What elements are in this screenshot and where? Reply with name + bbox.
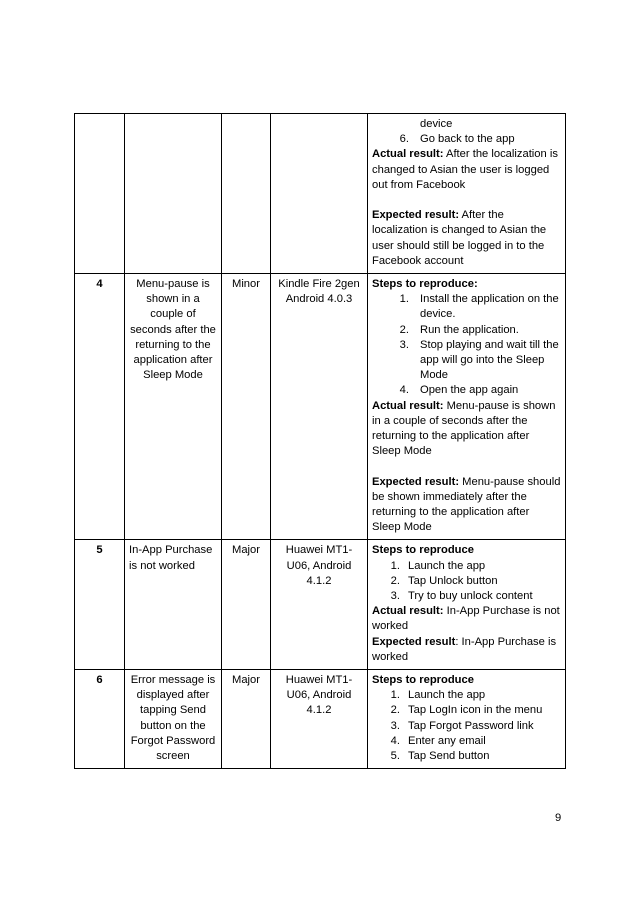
- bug-details: [368, 670, 566, 769]
- bug-severity: [222, 114, 271, 274]
- list-item: 2. Tap Unlock button: [390, 574, 498, 587]
- table-row: [75, 114, 566, 274]
- list-item: 3. Try to buy unlock content: [390, 590, 533, 603]
- list-item: 3. Stop playing and wait till the app will go into the Sleep Mode: [399, 338, 559, 382]
- bug-summary: Error message is displayed after tapping Send button on the Forgot Password screen: [125, 670, 222, 769]
- table-row: [75, 540, 566, 670]
- bug-details: [368, 274, 566, 540]
- bug-details: [368, 114, 566, 274]
- table-row: [75, 274, 566, 540]
- expected-result: Expected result: Menu-pause should be shown immediately after the returning to the application after Sleep Mode: [372, 475, 561, 534]
- bug-number: 5: [75, 540, 125, 670]
- list-item: 4. Open the app again: [399, 384, 519, 397]
- page-number: 9: [555, 812, 562, 824]
- list-item: 5. Tap Send button: [390, 750, 490, 763]
- bug-severity: Major: [222, 670, 271, 769]
- list-item: 3. Tap Forgot Password link: [390, 719, 534, 732]
- bug-summary: In-App Purchase is not worked: [125, 540, 222, 670]
- steps-list: [372, 132, 561, 147]
- expected-result: Expected result: In-App Purchase is worked: [372, 635, 557, 663]
- bug-device: Huawei MT1-U06, Android 4.1.2: [271, 670, 368, 769]
- steps-heading: Steps to reproduce: [372, 544, 474, 557]
- list-item: 1. Launch the app: [390, 559, 486, 572]
- list-item: 1. Launch the app: [390, 689, 486, 702]
- bug-details: [368, 540, 566, 670]
- bug-summary: [125, 114, 222, 274]
- list-item: 2. Run the application.: [399, 323, 519, 336]
- bug-number: [75, 114, 125, 274]
- steps-heading: Steps to reproduce:: [372, 278, 478, 291]
- list-item: 6. Go back to the app: [399, 133, 515, 146]
- bug-device: Kindle Fire 2gen Android 4.0.3: [271, 274, 368, 540]
- bug-severity: Major: [222, 540, 271, 670]
- steps-list: [372, 688, 561, 764]
- bug-severity: Minor: [222, 274, 271, 540]
- list-item: 4. Enter any email: [390, 734, 486, 747]
- bug-device: Huawei MT1-U06, Android 4.1.2: [271, 540, 368, 670]
- list-item: 1. Install the application on the device.: [399, 293, 559, 321]
- steps-list: [372, 559, 561, 605]
- bug-report-table: [74, 113, 566, 769]
- bug-number: 6: [75, 670, 125, 769]
- bug-device: [271, 114, 368, 274]
- actual-result: Actual result: In-App Purchase is not worked: [372, 605, 560, 633]
- bug-summary: Menu-pause is shown in a couple of seconds after the returning to the application after Sleep Mode: [125, 274, 222, 540]
- steps-list: [372, 292, 561, 398]
- actual-result: Actual result: After the localization is changed to Asian the user is logged out from Facebook: [372, 148, 558, 191]
- list-item: 2. Tap LogIn icon in the menu: [390, 704, 543, 717]
- actual-result: Actual result: Menu-pause is shown in a couple of seconds after the returning to the application after Sleep Mode: [372, 399, 556, 458]
- bug-number: 4: [75, 274, 125, 540]
- expected-result: Expected result: After the localization is changed to Asian the user should still be logged in to the Facebook account: [372, 209, 547, 267]
- table-row: [75, 670, 566, 769]
- continued-step-text: device: [420, 118, 453, 130]
- steps-heading: Steps to reproduce: [372, 674, 474, 687]
